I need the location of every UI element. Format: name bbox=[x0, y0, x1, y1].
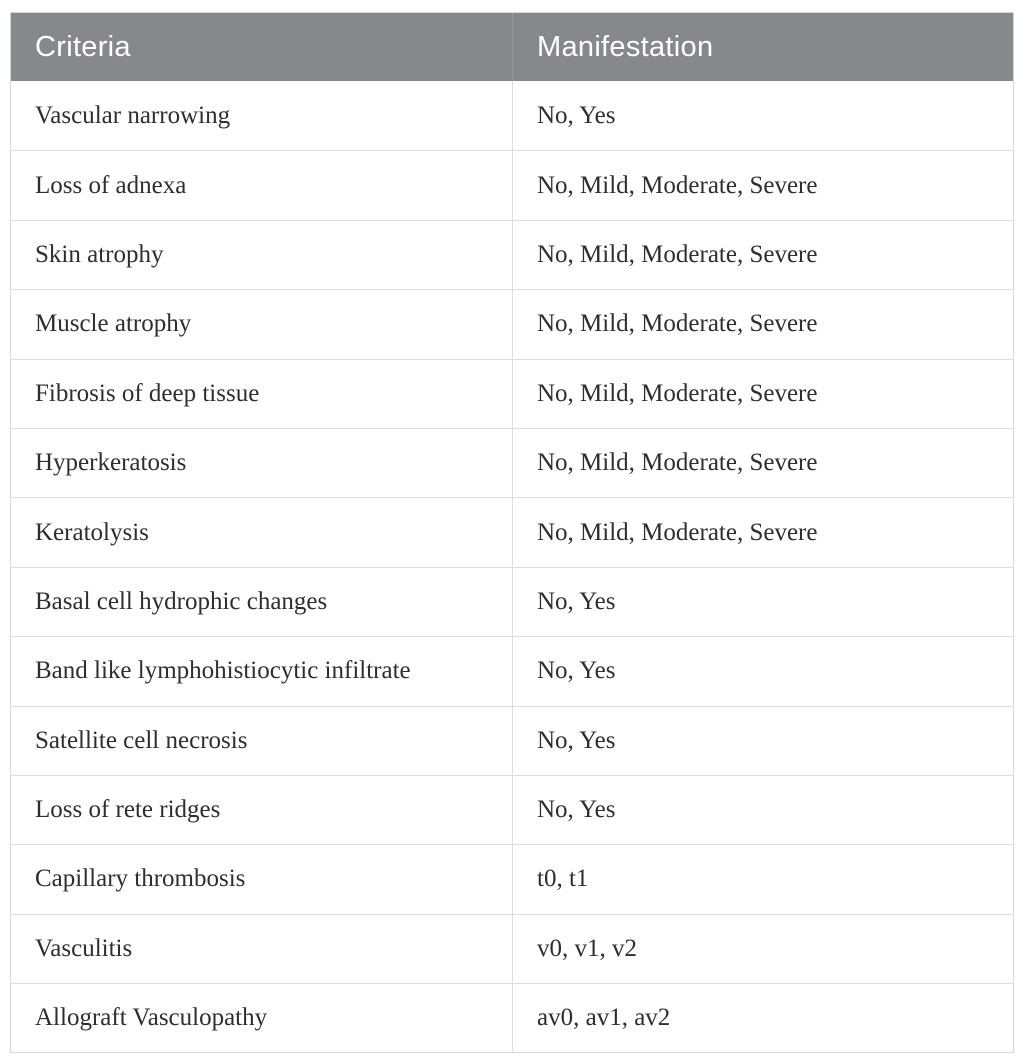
table-row bbox=[11, 428, 1013, 497]
criteria-cell: Muscle atrophy bbox=[35, 310, 192, 338]
criteria-manifestation-table bbox=[10, 12, 1014, 1053]
manifestation-cell: No, Mild, Moderate, Severe bbox=[512, 360, 1013, 428]
criteria-cell: Allograft Vasculopathy bbox=[35, 1004, 268, 1032]
criteria-cell: Band like lymphohistiocytic infiltrate bbox=[35, 657, 411, 685]
table-header-row bbox=[11, 13, 1013, 81]
manifestation-cell: No, Mild, Moderate, Severe bbox=[512, 221, 1013, 289]
manifestation-cell: t0, t1 bbox=[512, 845, 1013, 913]
manifestation-cell: No, Yes bbox=[512, 568, 1013, 636]
manifestation-cell: No, Yes bbox=[512, 707, 1013, 775]
criteria-cell: Skin atrophy bbox=[35, 240, 164, 268]
criteria-cell: Basal cell hydrophic changes bbox=[35, 587, 328, 615]
header-criteria: Criteria bbox=[35, 30, 131, 63]
criteria-cell: Fibrosis of deep tissue bbox=[35, 379, 260, 407]
criteria-cell: Satellite cell necrosis bbox=[35, 726, 248, 754]
table-row bbox=[11, 220, 1013, 289]
table-row bbox=[11, 844, 1013, 913]
manifestation-cell: No, Mild, Moderate, Severe bbox=[512, 151, 1013, 219]
table-row bbox=[11, 497, 1013, 566]
table-row bbox=[11, 289, 1013, 358]
manifestation-cell: No, Mild, Moderate, Severe bbox=[512, 429, 1013, 497]
table-row bbox=[11, 775, 1013, 844]
manifestation-cell: No, Yes bbox=[512, 81, 1013, 150]
criteria-cell: Vasculitis bbox=[35, 934, 133, 962]
table-body bbox=[11, 81, 1013, 1052]
manifestation-cell: av0, av1, av2 bbox=[512, 984, 1013, 1052]
criteria-cell: Loss of rete ridges bbox=[35, 796, 221, 824]
header-manifestation: Manifestation bbox=[512, 13, 1013, 81]
table-row bbox=[11, 567, 1013, 636]
table-row bbox=[11, 983, 1013, 1052]
table-row bbox=[11, 914, 1013, 983]
criteria-cell: Vascular narrowing bbox=[35, 101, 231, 129]
manifestation-cell: No, Mild, Moderate, Severe bbox=[512, 498, 1013, 566]
manifestation-cell: No, Yes bbox=[512, 776, 1013, 844]
table-row bbox=[11, 706, 1013, 775]
table-row bbox=[11, 636, 1013, 705]
manifestation-cell: No, Yes bbox=[512, 637, 1013, 705]
criteria-cell: Capillary thrombosis bbox=[35, 865, 246, 893]
manifestation-cell: v0, v1, v2 bbox=[512, 915, 1013, 983]
criteria-cell: Keratolysis bbox=[35, 518, 149, 546]
table-row bbox=[11, 150, 1013, 219]
table-row bbox=[11, 359, 1013, 428]
table-row bbox=[11, 81, 1013, 150]
criteria-cell: Hyperkeratosis bbox=[35, 449, 187, 477]
criteria-cell: Loss of adnexa bbox=[35, 171, 187, 199]
manifestation-cell: No, Mild, Moderate, Severe bbox=[512, 290, 1013, 358]
